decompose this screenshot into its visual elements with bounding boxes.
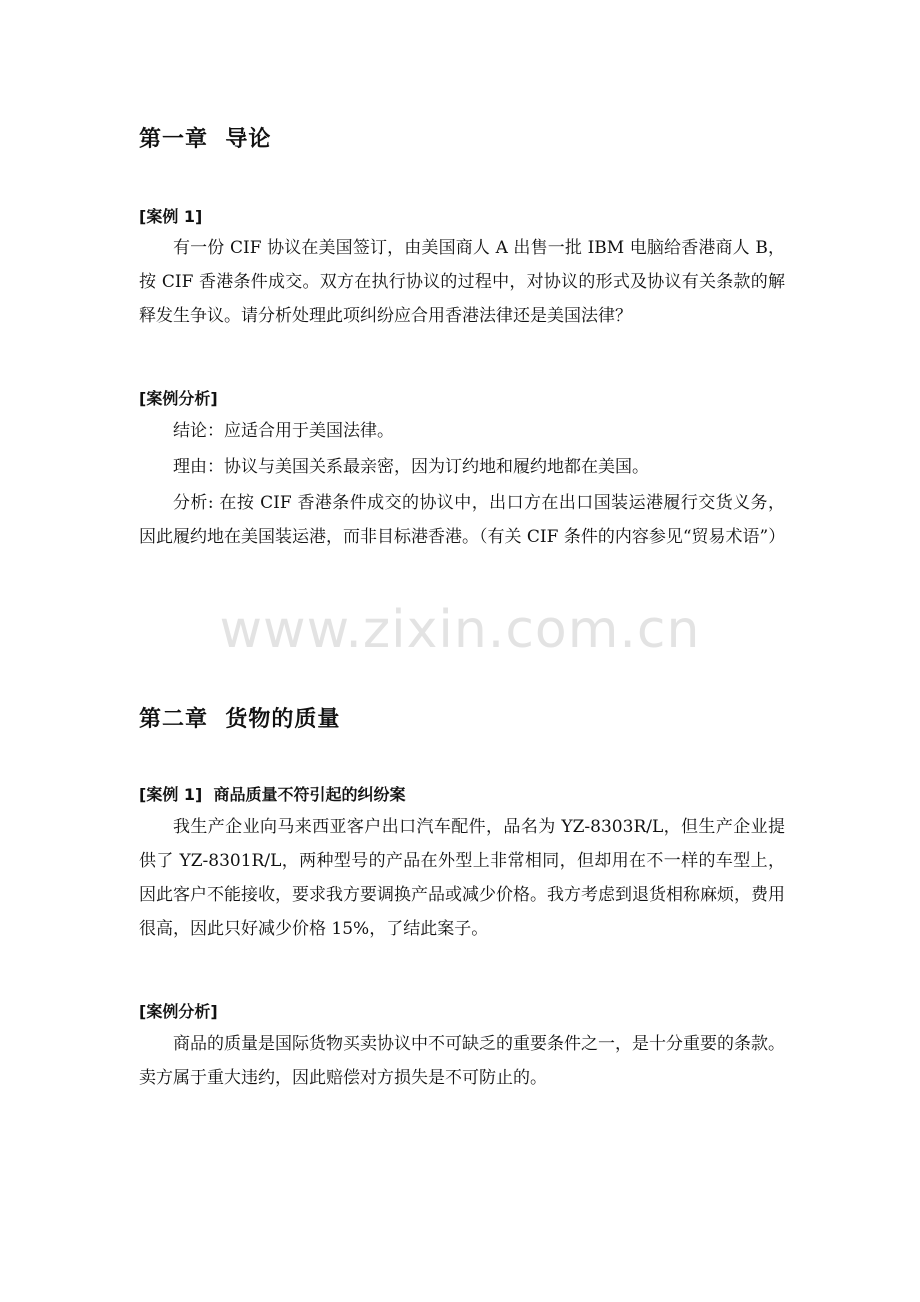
chapter-1-analysis: 分析: 在按 CIF 香港条件成交的协议中，出口方在出口国装运港履行交货义务，因此履约地在美国装运港，而非目标港香港。（有关 CIF 条件的内容参见“贸易术语”） xyxy=(139,493,786,547)
chapter-2-title: 第二章 货物的质量 xyxy=(139,707,341,732)
chapter-1-reason: 理由：协议与美国关系最亲密，因为订约地和履约地都在美国。 xyxy=(173,457,649,477)
chapter-1-analysis-heading: [案例分析] xyxy=(139,389,218,408)
watermark: www.zixin.com.cn xyxy=(219,600,701,660)
chapter-1-conclusion: 结论：应适合用于美国法律。 xyxy=(173,421,394,441)
chapter-2-analysis-heading: [案例分析] xyxy=(139,1002,218,1021)
chapter-1-title: 第一章 导论 xyxy=(139,127,272,152)
chapter-2-analysis: 商品的质量是国际货物买卖协议中不可缺乏的重要条件之一，是十分重要的条款。卖方属于重大违约，因此赔偿对方损失是不可防止的。 xyxy=(139,1034,785,1088)
chapter-2-case-heading: [案例 1] 商品质量不符引起的纠纷案 xyxy=(139,785,406,804)
chapter-1-case-heading: [案例 1] xyxy=(139,207,203,226)
chapter-1-case-text: 有一份 CIF 协议在美国签订，由美国商人 A 出售一批 IBM 电脑给香港商人 B，按 CIF 香港条件成交。双方在执行协议的过程中，对协议的形式及协议有关条款的解释发生争议。请分析处理此项纠纷应合用香港法律还是美国法律？ xyxy=(139,238,785,326)
chapter-2-case-text: 我生产企业向马来西亚客户出口汽车配件，品名为 YZ-8303R/L，但生产企业提供了 YZ-8301R/L，两种型号的产品在外型上非常相同，但却用在不一样的车型上，因此客户不能接收，要求我方要调换产品或减少价格。我方考虑到退货相称麻烦，费用很高，因此只好减少价格 15%，了结此案子。 xyxy=(139,817,785,939)
